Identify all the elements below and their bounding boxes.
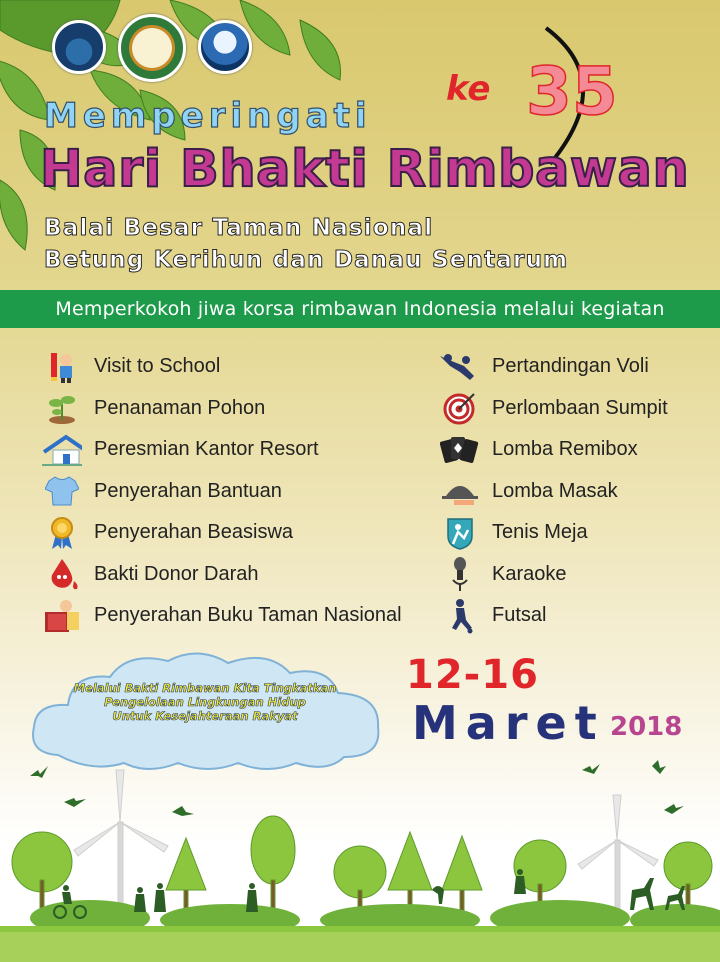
activity-label: Penanaman Pohon — [94, 396, 266, 419]
date-month: Maret — [412, 696, 605, 750]
activity-label: Lomba Remibox — [492, 438, 638, 461]
activity-label: Visit to School — [94, 355, 221, 378]
school-kid-icon — [42, 350, 82, 384]
edition-number: 35 — [526, 53, 618, 130]
organization-line-2: Betung Kerihun dan Danau Sentarum — [44, 247, 569, 273]
landscape-illustration — [0, 740, 720, 962]
date-range: 12-16 — [406, 652, 539, 698]
list-item — [440, 512, 668, 554]
activity-list-left — [42, 346, 402, 637]
list-item — [42, 429, 402, 471]
house-icon — [42, 433, 82, 467]
activity-label: Penyerahan Bantuan — [94, 479, 282, 502]
microphone-icon — [440, 557, 480, 591]
birds-icon — [30, 760, 684, 816]
page-title: Hari Bhakti Rimbawan — [40, 140, 690, 199]
tagline-banner — [0, 290, 720, 328]
activity-label: Pertandingan Voli — [492, 355, 649, 378]
list-item — [440, 471, 668, 513]
date-year: 2018 — [610, 712, 683, 742]
activity-label: Karaoke — [492, 562, 567, 585]
serving-tray-icon — [440, 474, 480, 508]
activity-label: Tenis Meja — [492, 521, 588, 544]
activity-label: Penyerahan Buku Taman Nasional — [94, 604, 402, 627]
activity-label: Bakti Donor Darah — [94, 562, 259, 585]
activity-label: Penyerahan Beasiswa — [94, 521, 294, 544]
table-tennis-icon — [440, 516, 480, 550]
lake-logo-icon — [198, 20, 252, 74]
logo-group — [52, 20, 252, 82]
volleyball-player-icon — [440, 350, 480, 384]
title-small: Memperingati — [44, 96, 372, 136]
activity-label: Perlombaan Sumpit — [492, 396, 668, 419]
list-item — [440, 554, 668, 596]
motto — [40, 681, 370, 723]
activity-label: Lomba Masak — [492, 479, 618, 502]
motto-line-1: Melalui Bakti Rimbawan Kita Tingkatkan — [73, 681, 337, 695]
list-item — [42, 595, 402, 637]
tagline-text: Memperkokoh jiwa korsa rimbawan Indonesia melalui kegiatan — [55, 298, 665, 320]
activity-list-right — [440, 346, 668, 637]
seedling-icon — [42, 391, 82, 425]
ministry-logo-icon — [118, 14, 186, 82]
activity-label: Peresmian Kantor Resort — [94, 438, 319, 461]
shirt-icon — [42, 474, 82, 508]
playing-cards-icon — [440, 433, 480, 467]
soccer-player-icon — [440, 599, 480, 633]
blood-drop-icon — [42, 557, 82, 591]
list-item — [42, 471, 402, 513]
motto-line-2: Pengelolaan Lingkungan Hidup — [104, 695, 306, 709]
organization-line-1: Balai Besar Taman Nasional — [44, 215, 434, 241]
list-item — [440, 388, 668, 430]
medal-icon — [42, 516, 82, 550]
list-item — [42, 388, 402, 430]
book-reader-icon — [42, 599, 82, 633]
edition-prefix: ke — [446, 69, 491, 109]
list-item — [440, 429, 668, 471]
list-item — [42, 512, 402, 554]
list-item — [440, 346, 668, 388]
target-icon — [440, 391, 480, 425]
organization-name — [44, 212, 568, 276]
activity-label: Futsal — [492, 604, 547, 627]
park-logo-icon — [52, 20, 106, 74]
list-item — [42, 554, 402, 596]
list-item — [440, 595, 668, 637]
list-item — [42, 346, 402, 388]
motto-line-3: Untuk Kesejahteraan Rakyat — [112, 709, 298, 723]
